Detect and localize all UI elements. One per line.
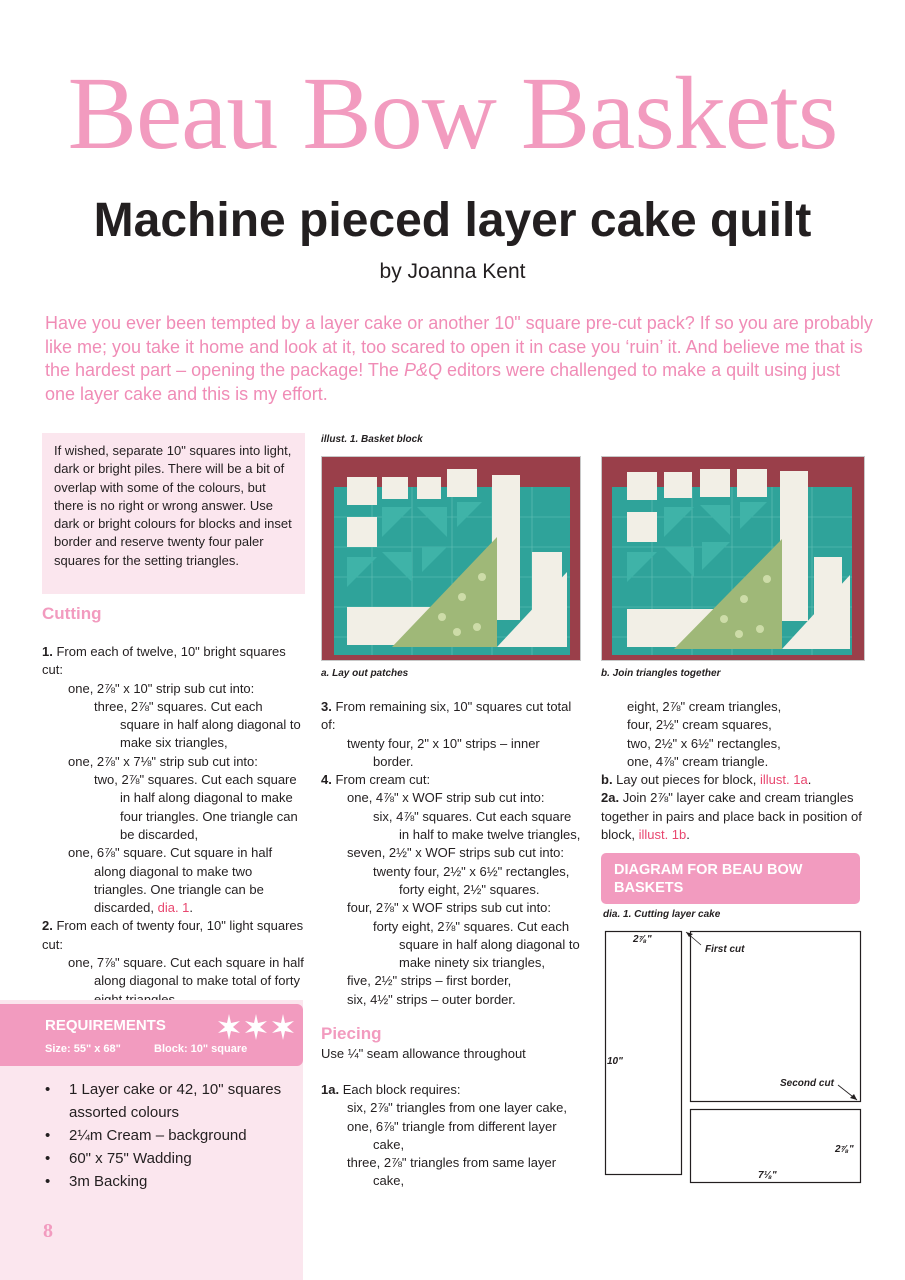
middle-instructions xyxy=(321,698,583,1009)
stars-icon xyxy=(216,1012,298,1042)
step-text: one, 7⅞" square. Cut each square in half along diagonal to make total of forty xyxy=(68,955,304,989)
instruction-line xyxy=(601,698,866,716)
step-text: five, 2½" strips – first border, xyxy=(347,973,512,989)
step-text: forty eight, 2⅞" squares. Cut each square in half along diagonal to make ninety six triangles, xyxy=(373,918,580,971)
diagram-label-height: 10" xyxy=(607,1056,623,1067)
step-text: one, 6⅞" square. Cut square in half along diagonal to make two triangles. One triangle can be discarded, xyxy=(68,845,273,916)
step-text: one, 4⅞" cream triangle. xyxy=(627,753,769,769)
step-text: two, 2⅞" squares. Cut each square in half along diagonal to make four triangles. One triangle can be discarded, xyxy=(94,772,298,842)
byline: by Joanna Kent xyxy=(379,260,526,283)
instruction-line xyxy=(42,643,304,680)
instruction-line xyxy=(321,844,583,862)
requirements-size: Size: 55" x 68" xyxy=(45,1043,121,1055)
step-text: one, 4⅞" x WOF strip sub cut into: xyxy=(347,790,545,806)
step-text: twenty four, 2" x 10" strips – inner border. xyxy=(347,735,540,769)
intro-paragraph xyxy=(45,312,875,406)
instruction-line xyxy=(321,808,583,845)
requirements-list xyxy=(45,1078,295,1193)
step-text: six, 4½" strips – outer border. xyxy=(347,991,516,1007)
instruction-line xyxy=(42,753,304,771)
intro-text: Have you ever been tempted by a layer cake or another 10" square pre-cut pack? If so you are probably like me; you take it home and look at it, too scared to open it in case you ‘ruin’ it. And believe me that is the hardest part – opening the package! The xyxy=(45,313,873,380)
cutting-heading: Cutting xyxy=(42,604,102,623)
cutting-instructions xyxy=(42,643,304,1009)
step-text: From remaining six, 10" squares cut total of: xyxy=(321,699,572,733)
instruction-line xyxy=(321,1118,583,1155)
instruction-line xyxy=(601,789,866,844)
step-text: Lay out pieces for block, xyxy=(612,772,760,788)
diagram-label-small-width: 7⅛" xyxy=(758,1170,777,1181)
diagram-label-second-cut: Second cut xyxy=(780,1078,834,1089)
page-title: Beau Bow Baskets xyxy=(67,56,838,171)
diagram-label-top: 2⅞" xyxy=(633,934,652,945)
illustration-reference-link[interactable]: dia. 1 xyxy=(157,900,190,916)
instruction-line xyxy=(601,735,866,753)
photo-a-caption: a. Lay out patches xyxy=(321,668,409,679)
instruction-line xyxy=(601,716,866,734)
illustration-caption: illust. 1. Basket block xyxy=(321,434,423,445)
step-text-tail: . xyxy=(686,827,690,843)
step-text: Join 2⅞" layer cake and cream triangles together in pairs and place back in position of block, xyxy=(601,790,862,843)
requirement-item: • 2¼m Cream – background xyxy=(45,1124,295,1147)
instruction-line xyxy=(321,1099,583,1117)
step-number: 4. xyxy=(321,772,332,788)
step-text: six, 2⅞" triangles from one layer cake, xyxy=(347,1100,567,1116)
step-text: seven, 2½" x WOF strips sub cut into: xyxy=(347,845,565,861)
photo-join-triangles xyxy=(601,456,865,661)
instruction-line xyxy=(42,680,304,698)
instruction-line xyxy=(321,899,583,917)
requirement-item: • 1 Layer cake or 42, 10" squares assorted colours xyxy=(45,1078,295,1124)
step-number: 2. xyxy=(42,918,53,934)
step-text: twenty four, 2½" x 6½" rectangles, forty eight, 2½" squares. xyxy=(373,863,570,897)
step-text: Each block requires: xyxy=(339,1082,461,1097)
step-text: From each of twenty four, 10" light squares cut: xyxy=(42,918,304,952)
cutting-diagram xyxy=(600,928,870,1190)
instruction-line xyxy=(601,753,866,771)
step-text: From each of twelve, 10" bright squares cut: xyxy=(42,644,286,678)
intro-italic: P&Q xyxy=(403,360,442,380)
instruction-line xyxy=(321,698,583,735)
step-text-tail: . xyxy=(189,900,194,916)
photo-lay-out-patches xyxy=(321,456,581,661)
instruction-line xyxy=(321,735,583,772)
step-text: eight, 2⅞" cream triangles, xyxy=(627,699,782,714)
requirement-item: • 60" x 75" Wadding xyxy=(45,1147,295,1170)
photo-b-caption: b. Join triangles together xyxy=(601,668,721,679)
piecing-intro: Use ¼" seam allowance throughout xyxy=(321,1046,526,1061)
step-number: 1. xyxy=(42,644,53,659)
requirements-block: Block: 10" square xyxy=(154,1043,248,1055)
illustration-reference-link[interactable]: illust. 1a xyxy=(759,772,808,788)
instruction-line xyxy=(42,771,304,844)
step-text-tail: . xyxy=(807,772,812,788)
step-text: four, 2⅞" x WOF strips sub cut into: xyxy=(347,900,552,916)
subtitle: Machine pieced layer cake quilt xyxy=(93,194,812,247)
page-number: 8 xyxy=(43,1220,53,1242)
step-text: three, 2⅞" squares. Cut each square in half along diagonal to make six triangles, xyxy=(94,698,301,751)
step-text: six, 4⅞" squares. Cut each square in half to make twelve triangles, xyxy=(373,808,581,843)
intro-text-2: editors were challenged to make a quilt using just one layer cake and this is my effort. xyxy=(45,360,841,404)
instruction-line xyxy=(42,698,304,753)
step-number: 1a. xyxy=(321,1082,340,1097)
instruction-line xyxy=(42,917,304,954)
diagram-label-first-cut: First cut xyxy=(705,944,745,955)
illustration-reference-link[interactable]: illust. 1b xyxy=(638,827,687,843)
step-number: 2a. xyxy=(601,790,620,806)
instruction-line xyxy=(321,1081,583,1099)
step-text: one, 6⅞" triangle from different layer cake, xyxy=(347,1118,557,1152)
step-text: From cream cut: xyxy=(331,772,431,788)
instruction-line xyxy=(42,844,304,917)
step-text: three, 2⅞" triangles from same layer cake, xyxy=(347,1155,557,1189)
instruction-line xyxy=(321,1154,583,1191)
step-text: one, 2⅞" x 10" strip sub cut into: xyxy=(68,680,255,696)
piecing-instructions xyxy=(321,1081,583,1191)
tip-text: If wished, separate 10" squares into light, dark or bright piles. There will be a bit of overlap with some of the colours, but there is no right or wrong answer. Use dark or bright colours for blocks and inset border and reserve twenty four paler squares for the setting triangles. xyxy=(54,443,292,568)
step-text: two, 2½" x 6½" rectangles, xyxy=(627,735,781,751)
right-instructions xyxy=(601,698,866,844)
requirements-title: REQUIREMENTS xyxy=(45,1017,166,1034)
step-number: 3. xyxy=(321,699,332,714)
diagram-title: DIAGRAM FOR BEAU BOW BASKETS xyxy=(601,853,860,904)
piecing-heading: Piecing xyxy=(321,1024,382,1043)
instruction-line xyxy=(321,991,583,1009)
requirement-item: • 3m Backing xyxy=(45,1170,295,1193)
instruction-line xyxy=(321,918,583,973)
instruction-line xyxy=(601,771,866,789)
instruction-line xyxy=(321,789,583,807)
instruction-line xyxy=(321,972,583,990)
instruction-line xyxy=(321,771,583,789)
step-number: b. xyxy=(601,772,613,788)
diagram-label-small-height: 2⅞" xyxy=(835,1144,854,1155)
diagram-caption: dia. 1. Cutting layer cake xyxy=(603,909,721,920)
step-text: one, 2⅞" x 7⅛" strip sub cut into: xyxy=(68,753,258,769)
instruction-line xyxy=(321,863,583,900)
step-text: four, 2½" cream squares, xyxy=(627,717,772,733)
